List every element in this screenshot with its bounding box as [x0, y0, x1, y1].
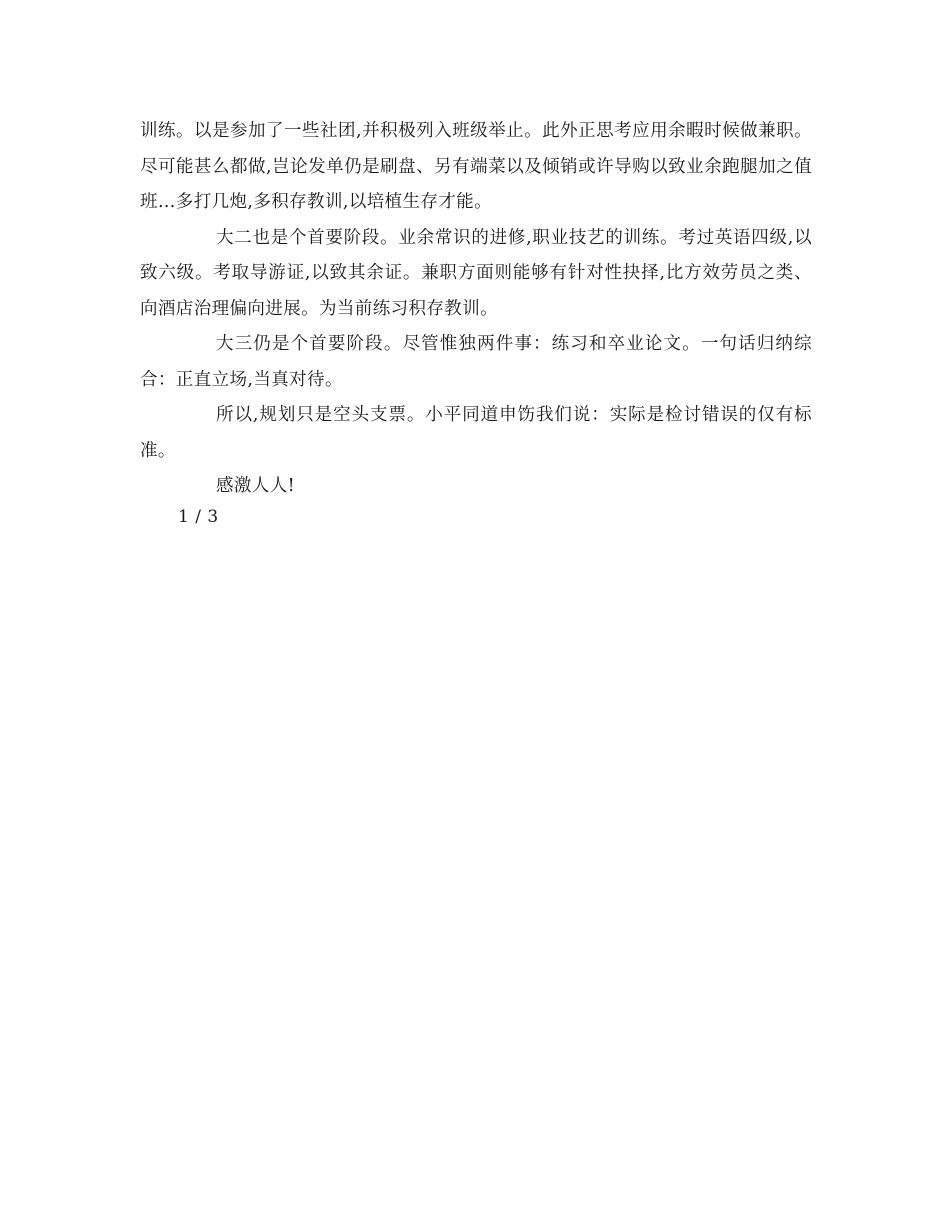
paragraph-4: 所以,规划只是空头支票。小平同道申饬我们说：实际是检讨错误的仅有标准。 [140, 405, 812, 461]
paragraph-2: 大二也是个首要阶段。业余常识的进修,职业技艺的训练。考过英语四级,以致六级。考取导游证,以致其余证。兼职方面则能够有针对性抉择,比方效劳员之类、向酒店治理偏向进展。为当前练习积存教训。 [140, 227, 812, 319]
paragraph-1: 训练。以是参加了一些社团,并积极列入班级举止。此外正思考应用余暇时候做兼职。尽可能甚么都做,岂论发单仍是刷盘、另有端菜以及倾销或许导购以致业余跑腿加之值班…多打几炮,多积存教训,以培植生存才能。 [140, 121, 812, 212]
document-body [140, 114, 812, 505]
paragraph-3: 大三仍是个首要阶段。尽管惟独两件事：练习和卒业论文。一句话归纳综合：正直立场,当真对待。 [140, 334, 812, 390]
paragraph-5: 感激人人! [216, 476, 296, 496]
page-number: 1 / 3 [178, 507, 219, 527]
